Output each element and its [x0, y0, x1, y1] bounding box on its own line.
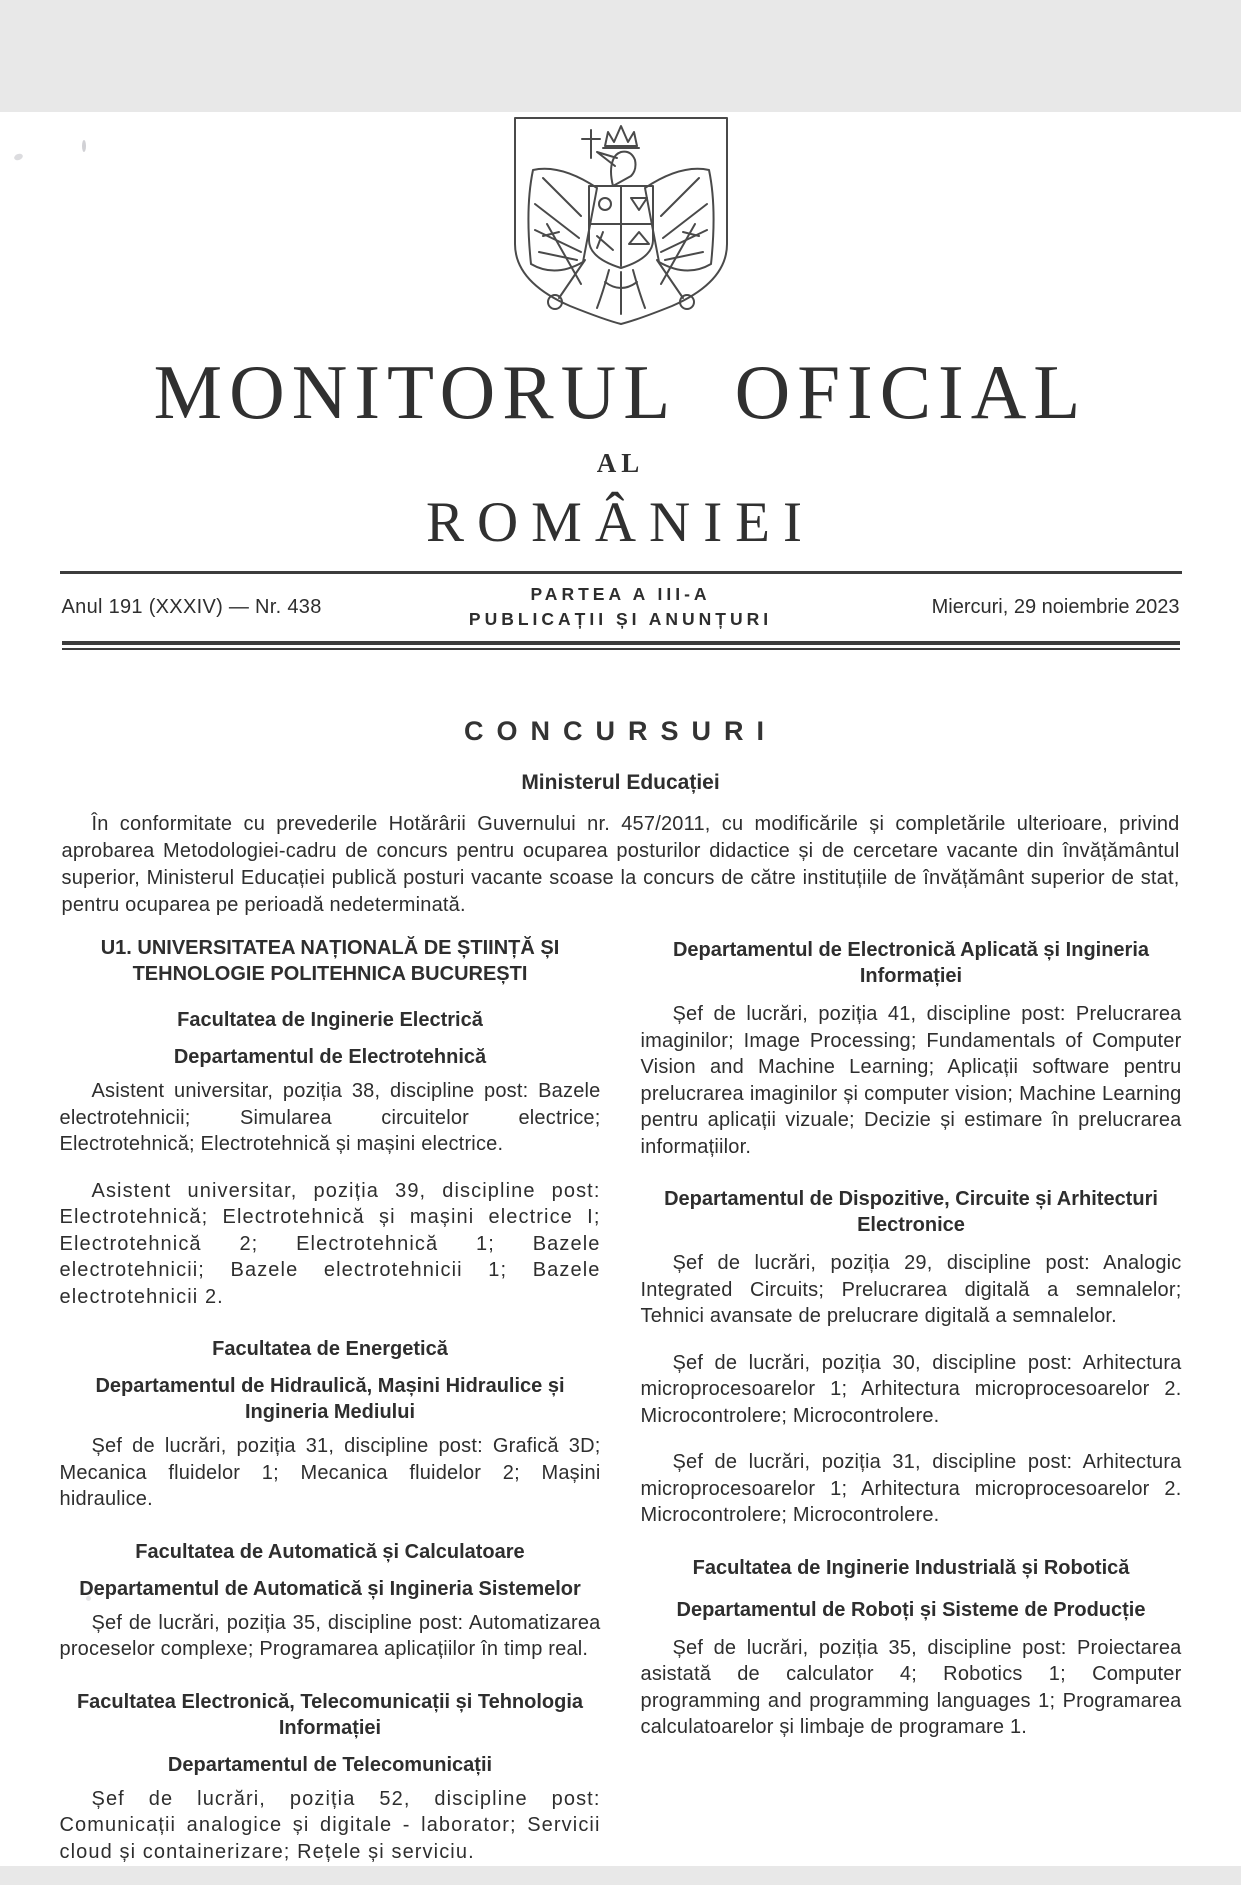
department-heading: Departamentul de Hidraulică, Mașini Hidraulice și Ingineria Mediului: [95, 1375, 565, 1423]
right-column: [641, 935, 1182, 1885]
department-heading: Departamentul de Electrotehnică: [173, 1046, 487, 1068]
faculty-heading: Facultatea de Energetică: [212, 1338, 448, 1360]
department-heading: Departamentul de Automatică și Ingineria Sistemelor: [79, 1577, 581, 1600]
faculty-heading: Facultatea de Automatică și Calculatoare: [135, 1540, 525, 1563]
gazette-page: [0, 112, 1241, 1866]
gazette-title: MONITORUL OFICIAL: [153, 349, 1088, 435]
position-paragraph: Șef de lucrări, poziția 52, discipline post: Comunicații analogice și digitale - laborator; Servicii cloud și containerizare; Rețele și serviciu.: [59, 1787, 601, 1863]
scan-artifact: [86, 1596, 91, 1601]
department-heading: Departamentul de Electronică Aplicată și Ingineria Informației: [672, 939, 1150, 987]
faculty-heading: Facultatea Electronică, Telecomunicații și Tehnologia Informației: [76, 1690, 584, 1739]
part-label: [382, 582, 860, 632]
gazette-title-al: AL: [596, 448, 645, 478]
department-heading: Departamentul de Telecomunicații: [167, 1753, 493, 1776]
issue-date: Miercuri, 29 noiembrie 2023: [931, 595, 1180, 618]
header-rule: [62, 641, 1180, 650]
part-line2: PUBLICAȚII ȘI ANUNȚURI: [468, 609, 773, 629]
faculty-heading: Facultatea de Inginerie Industrială și Robotică: [692, 1556, 1130, 1579]
position-paragraph: Șef de lucrări, poziția 30, discipline post: Arhitectura microprocesoarelor 1; Arhitectura microprocesoarelor 2. Microcontrolere; Microcontrolere.: [640, 1351, 1182, 1427]
position-paragraph: Șef de lucrări, poziția 31, discipline post: Arhitectura microprocesoarelor 1; Arhitectura microprocesoarelor 2. Microcontrolere; Microcontrolere.: [640, 1451, 1182, 1526]
section-title: CONCURSURI: [463, 716, 777, 746]
romania-coat-of-arms-icon: [485, 112, 757, 330]
columns: [60, 935, 1182, 1885]
header-band: [60, 571, 1182, 641]
position-paragraph: Șef de lucrări, poziția 31, discipline post: Grafică 3D; Mecanica fluidelor 1; Mecanica fluidelor 2; Mașini hidraulice.: [59, 1435, 601, 1510]
left-column: [60, 935, 601, 1885]
position-paragraph: Șef de lucrări, poziția 41, discipline post: Prelucrarea imaginilor; Image Processing; Fundamentals of Computer Vision and Machine Learning; Aplicații software pentru prelucrarea imaginilor și computer vision; Machine Learning pentru aplicații vizuale; Decizie și estimare în prelucrarea informațiilor.: [640, 1003, 1182, 1158]
issue-number: Anul 191 (XXXIV) — Nr. 438: [61, 595, 322, 618]
department-heading: Departamentul de Roboți și Sisteme de Producție: [676, 1598, 1146, 1621]
department-heading: Departamentul de Dispozitive, Circuite și Arhitecturi Electronice: [664, 1188, 1158, 1236]
intro-paragraph: În conformitate cu prevederile Hotărârii Guvernului nr. 457/2011, cu modificările și completările ulterioare, privind aprobarea Metodologiei-cadru de concurs pentru ocuparea posturilor didactice și de cercetare vacante din învățământul superior, Ministerul Educației publică posturi vacante scoase la concurs de către instituțiile de învățământ superior de stat, pentru ocuparea pe perioadă nedeterminată.: [61, 813, 1180, 916]
scan-artifact: [82, 140, 86, 152]
faculty-heading: Facultatea de Inginerie Electrică: [177, 1009, 483, 1031]
position-paragraph: Asistent universitar, poziția 39, discipline post: Electrotehnică; Electrotehnică și mașini electrice I; Electrotehnică 2; Electrotehnică 1; Bazele electrotehnicii; Bazele electrotehnicii 1; Bazele electrotehnicii 2.: [59, 1179, 601, 1308]
position-paragraph: Șef de lucrări, poziția 35, discipline post: Proiectarea asistată de calculator 4; Robotics 1; Computer programming and programming languages 1; Programarea calculatoarelor și limbaje de programare 1.: [640, 1636, 1182, 1738]
university-heading: U1. UNIVERSITATEA NAȚIONALĂ DE ȘTIINȚĂ ȘI TEHNOLOGIE POLITEHNICA BUCUREȘTI: [100, 937, 560, 985]
part-line1: PARTEA A III-A: [530, 584, 711, 604]
position-paragraph: Șef de lucrări, poziția 35, discipline post: Automatizarea proceselor complexe; Programarea aplicațiilor în timp real.: [59, 1611, 601, 1660]
scan-artifact: [13, 153, 24, 162]
gazette-title-country: ROMÂNIEI: [426, 491, 815, 554]
section-subtitle: Ministerul Educației: [521, 771, 720, 794]
position-paragraph: Șef de lucrări, poziția 29, discipline post: Analogic Integrated Circuits; Prelucrarea digitală a semnalelor; Tehnici avansate de prelucrare digitală a semnalelor.: [640, 1252, 1182, 1327]
masthead: [0, 349, 1241, 554]
position-paragraph: Asistent universitar, poziția 38, discipline post: Bazele electrotehnicii; Simularea circuitelor electrice; Electrotehnică; Electrotehnică și mașini electrice.: [59, 1080, 601, 1155]
